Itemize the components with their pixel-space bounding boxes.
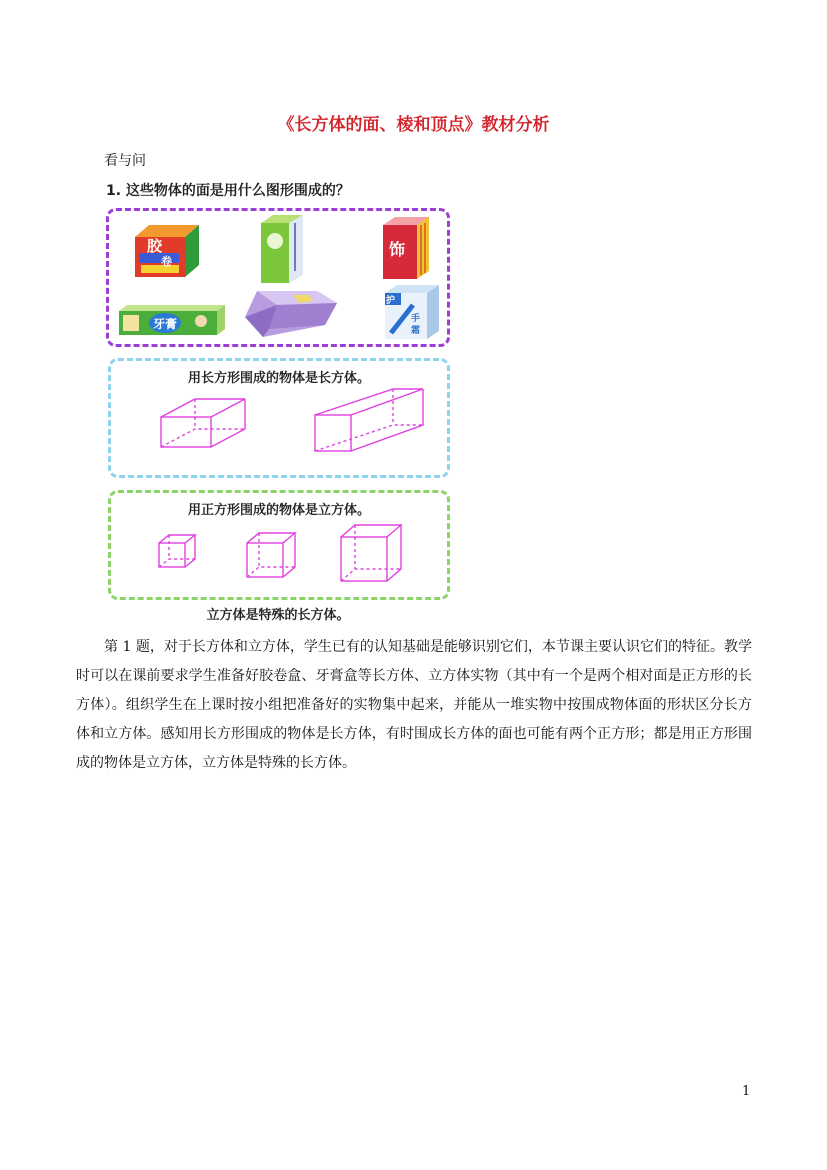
svg-text:护: 护 xyxy=(386,296,396,306)
film-box-image xyxy=(131,223,203,279)
objects-panel xyxy=(106,208,450,347)
cube-diagram-large xyxy=(337,521,409,585)
jewelry-box-image xyxy=(381,215,433,281)
svg-text:牙膏: 牙膏 xyxy=(153,317,178,331)
cube-diagram-medium xyxy=(243,529,301,581)
cuboid-panel xyxy=(108,358,450,478)
toothpaste-box-image xyxy=(117,303,227,337)
cuboid-diagram-small xyxy=(151,395,251,457)
textbook-figure xyxy=(100,180,456,625)
section-heading: 看与问 xyxy=(104,153,146,169)
analysis-text: 第 1 题，对于长方体和立方体，学生已有的认知基础是能够识别它们，本节课主要认识它们的特征。教学时可以在课前要求学生准备好胶卷盒、牙膏盒等长方体、立方体实物（其中有一个是两个相对面是正方形的长方体）。组织学生在上课时按小组把准备好的实物集中起来，并能从一堆实物中按围成物体面的形状区分长方体和立方体。感知用长方形围成的物体是长方体，有时围成长方体的面也可能有两个正方形；都是用正方形围成的物体是立方体，立方体是特殊的长方体。 xyxy=(76,639,752,771)
page-number: 1 xyxy=(742,1084,751,1099)
hexagonal-box-image xyxy=(239,287,349,343)
cuboid-caption: 用长方形围成的物体是长方体。 xyxy=(187,371,370,386)
cube-caption: 用正方形围成的物体是立方体。 xyxy=(187,503,370,518)
conclusion-caption: 立方体是特殊的长方体。 xyxy=(206,608,350,623)
analysis-paragraph xyxy=(76,633,752,778)
document-title: 《长方体的面、棱和顶点》教材分析 xyxy=(277,115,550,135)
cube-diagram-small xyxy=(155,531,201,571)
green-box-image xyxy=(259,213,309,285)
cube-panel xyxy=(108,490,450,600)
question-text: 1. 这些物体的面是用什么图形围成的？ xyxy=(106,183,350,199)
svg-text:霜: 霜 xyxy=(411,326,421,336)
film-box-text: 胶 xyxy=(147,237,163,255)
svg-text:饰: 饰 xyxy=(389,240,406,259)
svg-text:手: 手 xyxy=(411,314,421,324)
cuboid-diagram-long xyxy=(307,385,437,459)
hand-cream-box-image xyxy=(383,283,445,341)
svg-text:卷: 卷 xyxy=(161,255,172,268)
